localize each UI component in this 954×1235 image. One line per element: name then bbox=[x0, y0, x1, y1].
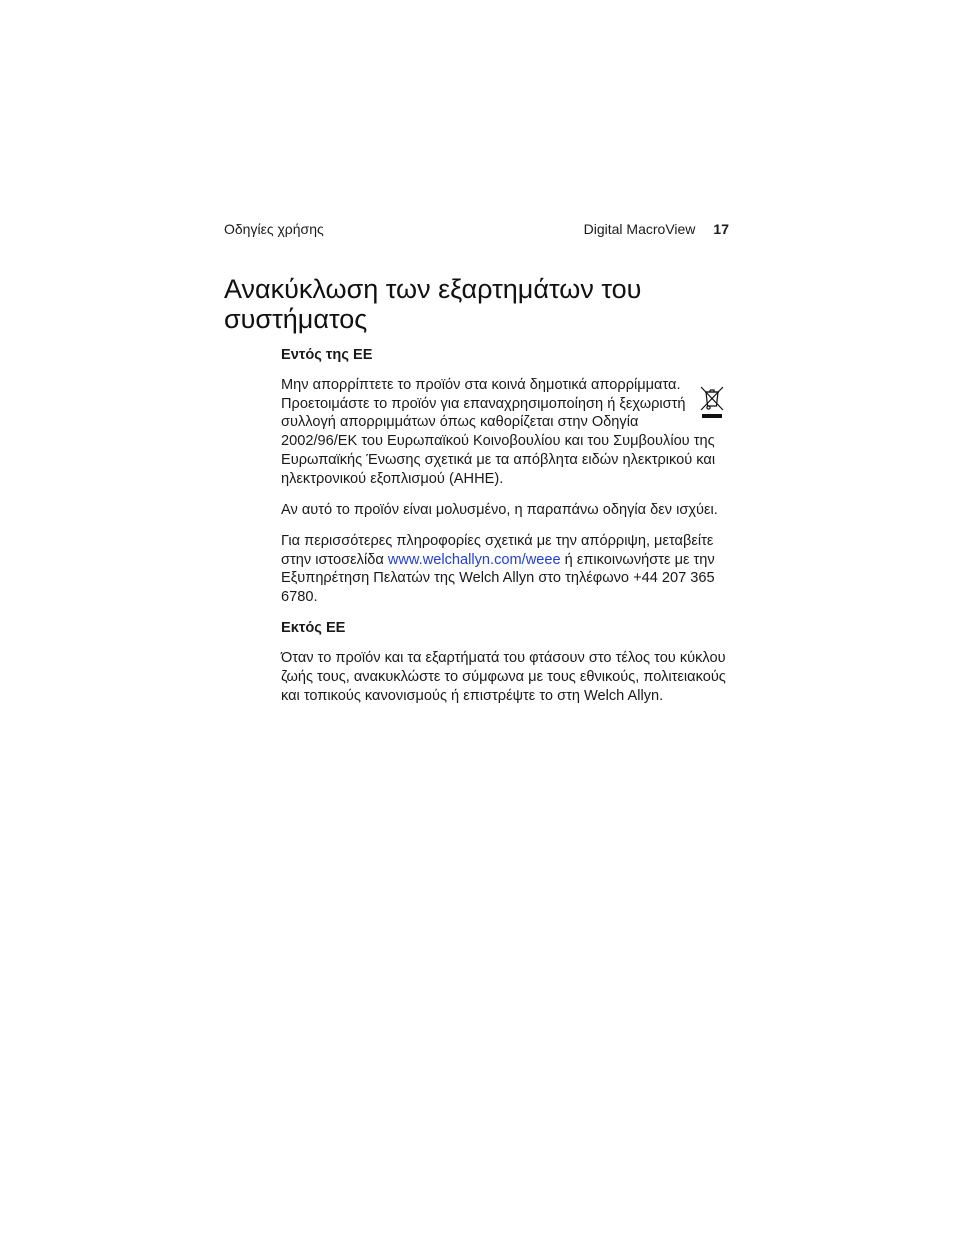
weee-website-link[interactable]: www.welchallyn.com/weee bbox=[387, 551, 561, 568]
more-info-text-start: Για περισσότερες πληροφορίες σχετικά με την απόρριψη, μεταβείτε στην ιστοσελίδα bbox=[281, 532, 714, 568]
heading-within-eu: Εντός της ΕΕ bbox=[281, 347, 373, 363]
content-body bbox=[281, 346, 733, 718]
running-header-left: Οδηγίες χρήσης bbox=[224, 221, 324, 237]
paragraph-more-info bbox=[281, 532, 733, 607]
paragraph-outside-eu: Όταν το προϊόν και τα εξαρτήματά του φτάσουν στο τέλος του κύκλου ζωής τους, ανακυκλώστε το σύμφωνα με τους εθνικούς, πολιτειακούς και τοπικούς κανονισμούς ή επιστρέψτε το στη Welch Allyn. bbox=[281, 650, 726, 704]
page-title: Ανακύκλωση των εξαρτημάτων του συστήματος bbox=[224, 274, 642, 334]
heading-outside-eu: Εκτός ΕΕ bbox=[281, 620, 346, 637]
paragraph-disposal: Μην απορρίπτετε το προϊόν στα κοινά δημοτικά απορρίμματα. Προετοιμάστε το προϊόν για επαναχρησιμοποίηση ή ξεχωριστή συλλογή απορριμμάτων όπως καθορίζεται στην Οδηγία 2002/96/ΕΚ του Ευρωπαϊκού Κοινοβουλίου και του Συμβουλίου της Ευρωπαϊκής Ένωσης σχετικά με τα απόβλητα ειδών ηλεκτρικού και ηλεκτρονικού εξοπλισμού (ΑΗΗΕ). bbox=[281, 377, 716, 487]
paragraph-contaminated: Αν αυτό το προϊόν είναι μολυσμένο, η παραπάνω οδηγία δεν ισχύει. bbox=[281, 501, 718, 518]
page-number: 17 bbox=[713, 221, 729, 237]
more-info-text-end: ή επικοινωνήστε με την Εξυπηρέτηση Πελατών της Welch Allyn στο τηλέφωνο +44 207 365 6780. bbox=[281, 551, 715, 606]
product-name: Digital MacroView bbox=[583, 221, 696, 237]
running-header-right bbox=[584, 221, 729, 237]
